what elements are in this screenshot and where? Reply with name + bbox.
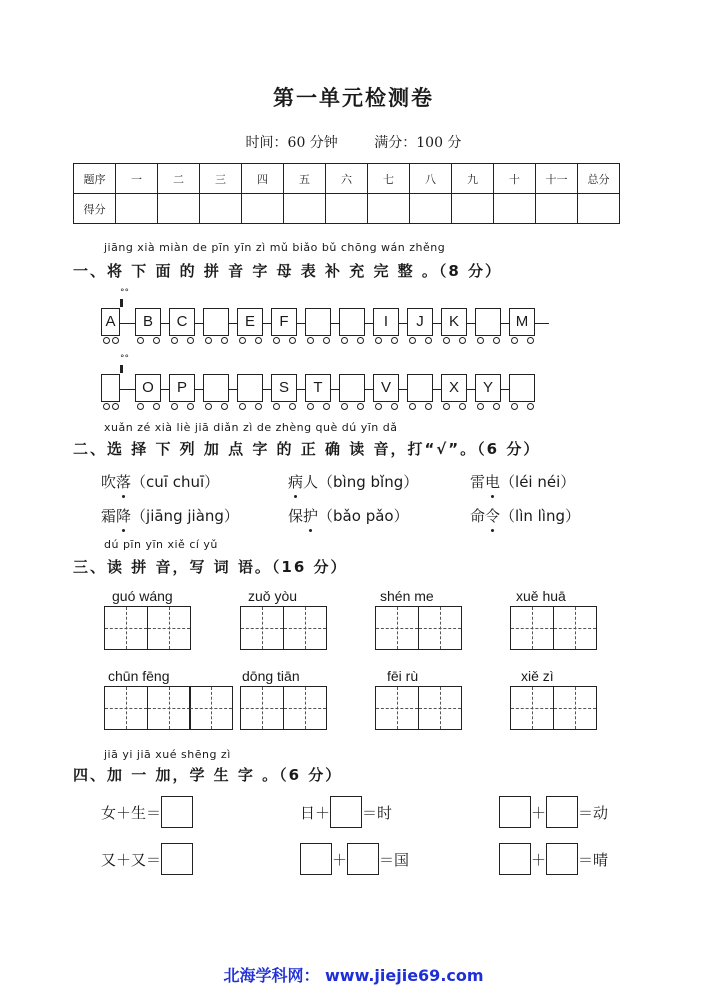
word-pinyin: fēi rù: [387, 668, 419, 684]
answer-box[interactable]: [161, 843, 193, 875]
word-pinyin: guó wáng: [112, 588, 173, 604]
wheel-icon: [391, 403, 398, 410]
word-pinyin: xiě zì: [521, 668, 554, 684]
dotted-char: 病: [288, 473, 304, 491]
engine-chimney: [120, 365, 123, 373]
writing-grid[interactable]: [240, 686, 327, 730]
equation: 日＋ ＝时: [300, 796, 392, 828]
writing-grid[interactable]: [510, 606, 597, 650]
header-cell: 九: [452, 164, 494, 194]
section2-pinyin: xuǎn zé xià liè jiā diǎn zì de zhèng què dú yīn dǎ: [104, 421, 398, 434]
equation: 又＋又＝: [101, 843, 193, 875]
smoke-icon: °°: [120, 354, 129, 364]
section3-pinyin: dú pīn yīn xiě cí yǔ: [104, 538, 218, 551]
train-car: X: [441, 374, 467, 402]
wheel-icon: [307, 403, 314, 410]
smoke-icon: °°: [120, 288, 129, 298]
reading-item[interactable]: 霜降（jiāng jiàng）: [101, 507, 239, 525]
reading-item[interactable]: 保护（bǎo pǎo）: [288, 507, 409, 525]
wheel-icon: [187, 403, 194, 410]
wheel-icon: [341, 403, 348, 410]
wheel-icon: [477, 403, 484, 410]
dotted-char: 护: [303, 507, 319, 525]
wheel-icon: [112, 403, 119, 410]
header-cell: 六: [326, 164, 368, 194]
wheel-icon: [375, 403, 382, 410]
page-title: 第一单元检测卷: [273, 85, 434, 110]
wheel-icon: [205, 403, 212, 410]
wheel-icon: [323, 403, 330, 410]
train-car[interactable]: [203, 374, 229, 402]
wheel-icon: [527, 403, 534, 410]
wheel-icon: [511, 403, 518, 410]
wheel-icon: [493, 403, 500, 410]
wheel-icon: [221, 403, 228, 410]
answer-box[interactable]: [499, 843, 531, 875]
answer-box[interactable]: [347, 843, 379, 875]
header-cell: 总分: [578, 164, 620, 194]
train-car: F: [271, 308, 297, 336]
wheel-icon: [255, 403, 262, 410]
writing-grid[interactable]: [375, 606, 462, 650]
section1-title: 一、将 下 面 的 拼 音 字 母 表 补 充 完 整 。（8 分）: [73, 262, 503, 280]
header-cell: 二: [158, 164, 200, 194]
writing-grid[interactable]: [375, 686, 462, 730]
equation: 女＋生＝: [101, 796, 193, 828]
reading-item[interactable]: 雷电（léi néi）: [470, 473, 576, 491]
word-pinyin: zuǒ yòu: [248, 588, 298, 604]
dotted-char: 降: [116, 507, 132, 525]
train-car[interactable]: [101, 374, 120, 402]
wheel-icon: [425, 403, 432, 410]
wheel-icon: [289, 403, 296, 410]
word-pinyin: chūn fēng: [108, 668, 170, 684]
header-cell: 十: [494, 164, 536, 194]
train-car[interactable]: [509, 374, 535, 402]
train-car: A: [101, 308, 120, 336]
train-car: P: [169, 374, 195, 402]
footer-watermark: 北海学科网： www.jiejie69.com: [223, 966, 484, 985]
train-car: I: [373, 308, 399, 336]
writing-grid[interactable]: [510, 686, 597, 730]
train-car: O: [135, 374, 161, 402]
wheel-icon: [459, 403, 466, 410]
reading-item[interactable]: 吹落（cuī chuī）: [101, 473, 220, 491]
equation: ＋ ＝晴: [499, 843, 608, 875]
wheel-icon: [171, 403, 178, 410]
equation: ＋ ＝动: [499, 796, 608, 828]
header-cell: 十一: [536, 164, 578, 194]
header-cell: 四: [242, 164, 284, 194]
answer-box[interactable]: [330, 796, 362, 828]
word-pinyin: xuě huā: [516, 588, 566, 604]
writing-grid[interactable]: [104, 606, 191, 650]
score-row-label: 得分: [74, 194, 116, 224]
writing-grid[interactable]: [104, 686, 233, 730]
answer-box[interactable]: [546, 796, 578, 828]
train-car[interactable]: [237, 374, 263, 402]
dotted-char: 电: [485, 473, 501, 491]
section2-title: 二、选 择 下 列 加 点 字 的 正 确 读 音，打“√”。（6 分）: [73, 440, 541, 458]
train-car: V: [373, 374, 399, 402]
wheel-icon: [103, 403, 110, 410]
header-cell: 五: [284, 164, 326, 194]
header-cell: 八: [410, 164, 452, 194]
train-car: M: [509, 308, 535, 336]
wheel-icon: [153, 403, 160, 410]
time-label: 时间：60 分钟: [245, 135, 338, 151]
train-car: S: [271, 374, 297, 402]
wheel-icon: [137, 403, 144, 410]
writing-grid[interactable]: [240, 606, 327, 650]
train-car: J: [407, 308, 433, 336]
answer-box[interactable]: [300, 843, 332, 875]
dotted-char: 落: [116, 473, 132, 491]
wheel-icon: [273, 403, 280, 410]
reading-item[interactable]: 病人（bìng bǐng）: [288, 473, 419, 491]
dotted-char: 令: [485, 507, 501, 525]
section3-title: 三、读 拼 音，写 词 语。（16 分）: [73, 558, 348, 576]
train-car: Y: [475, 374, 501, 402]
train-car: C: [169, 308, 195, 336]
header-cell: 三: [200, 164, 242, 194]
train-car: T: [305, 374, 331, 402]
section4-pinyin: jiā yi jiā xué shēng zì: [104, 748, 231, 761]
answer-box[interactable]: [546, 843, 578, 875]
full-score-label: 满分：100 分: [374, 135, 462, 151]
wheel-icon: [409, 403, 416, 410]
header-cell: 七: [368, 164, 410, 194]
answer-box[interactable]: [161, 796, 193, 828]
train-car[interactable]: [407, 374, 433, 402]
train-car[interactable]: [339, 374, 365, 402]
wheel-icon: [443, 403, 450, 410]
train-car: E: [237, 308, 263, 336]
wheel-icon: [357, 403, 364, 410]
word-pinyin: shén me: [380, 588, 434, 604]
word-pinyin: dōng tiān: [242, 668, 300, 684]
wheel-icon: [239, 403, 246, 410]
train-car: B: [135, 308, 161, 336]
section4-title: 四、加 一 加，学 生 字 。（6 分）: [73, 766, 343, 784]
reading-item[interactable]: 命令（lìn lìng）: [470, 507, 581, 525]
section1-pinyin: jiāng xià miàn de pīn yīn zì mǔ biǎo bǔ chōng wán zhěng: [104, 241, 446, 254]
train-car: K: [441, 308, 467, 336]
header-cell: 一: [116, 164, 158, 194]
equation: ＋ ＝国: [300, 843, 409, 875]
header-cell: 题序: [74, 164, 116, 194]
answer-box[interactable]: [499, 796, 531, 828]
